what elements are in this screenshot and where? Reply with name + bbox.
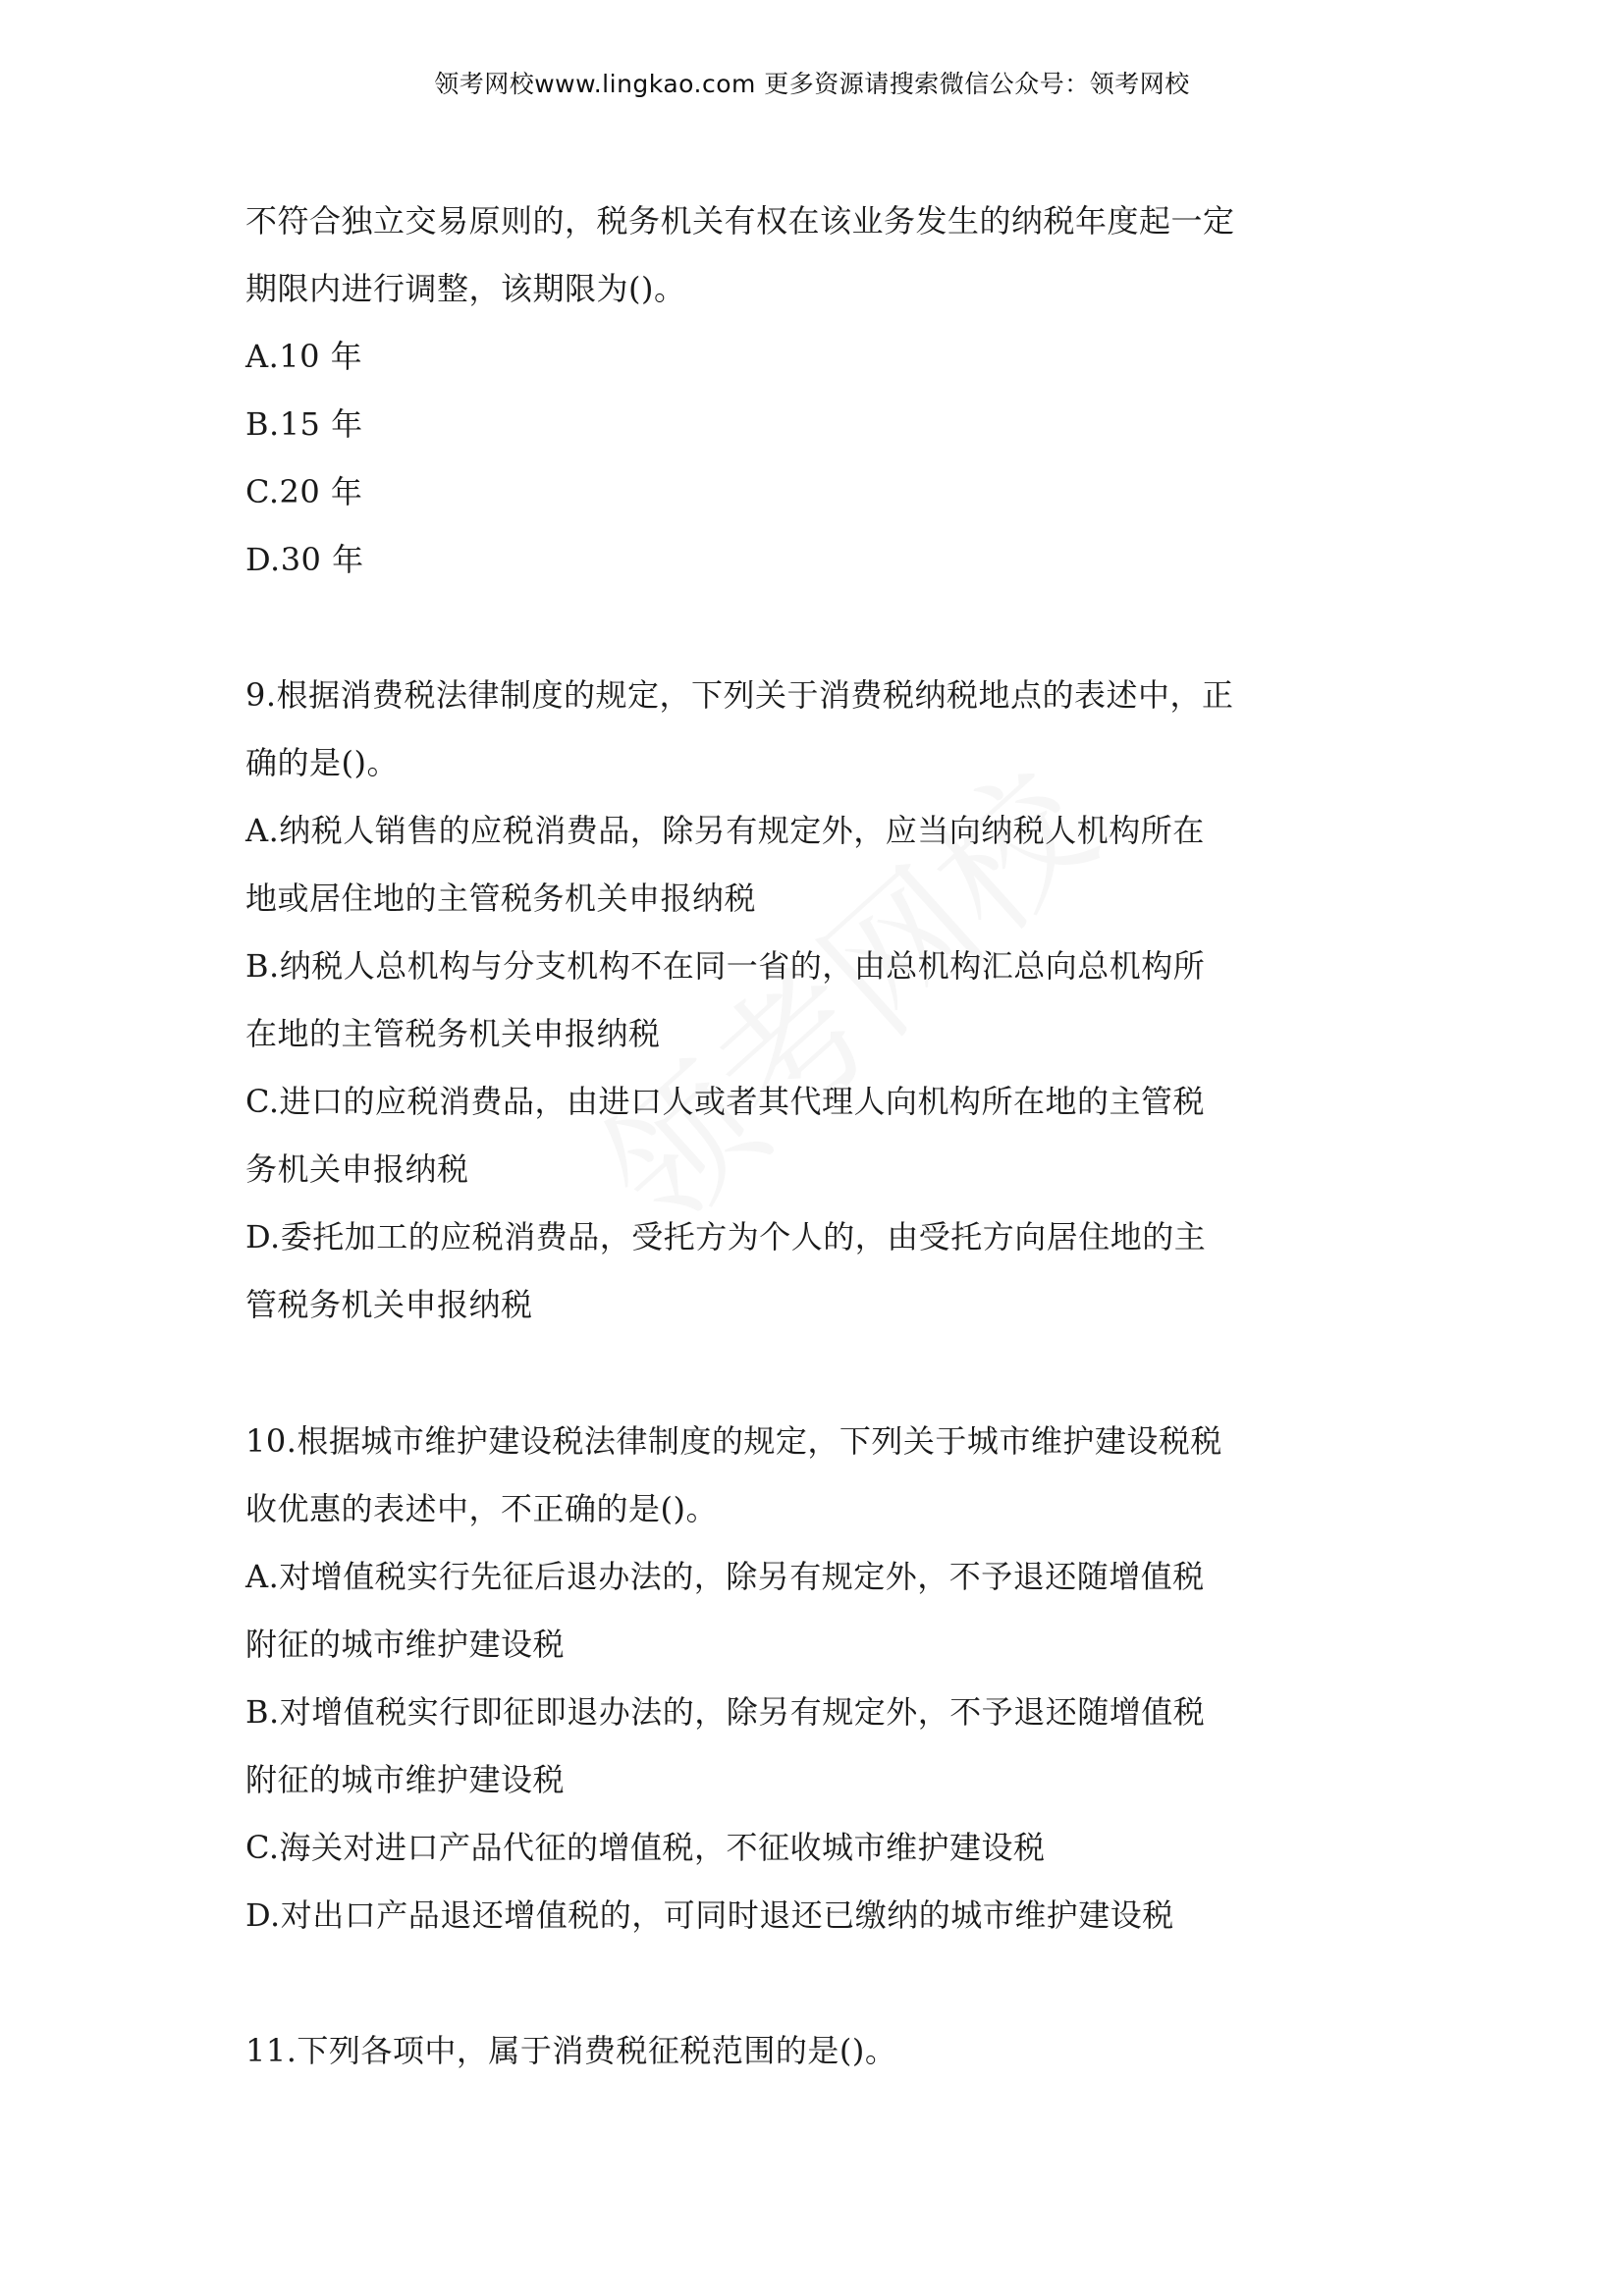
question-10-option-a-line-1: A.对增值税实行先征后退办法的，除另有规定外，不予退还随增值税 (245, 1558, 1205, 1595)
question-8-option-d: D.30 年 (245, 541, 364, 578)
question-9-option-c-line-2: 务机关申报纳税 (245, 1150, 469, 1188)
question-9-option-b-line-2: 在地的主管税务机关申报纳税 (245, 1015, 661, 1052)
question-10-option-b-line-2: 附征的城市维护建设税 (245, 1761, 566, 1798)
question-9-option-d-line-1: D.委托加工的应税消费品，受托方为个人的，由受托方向居住地的主 (245, 1218, 1207, 1255)
question-10-option-a-line-2: 附征的城市维护建设税 (245, 1626, 566, 1663)
question-8-option-a: A.10 年 (245, 338, 363, 375)
question-9-stem-line-1: 9.根据消费税法律制度的规定，下列关于消费税纳税地点的表述中，正 (245, 676, 1234, 714)
question-9-option-b-line-1: B.纳税人总机构与分支机构不在同一省的，由总机构汇总向总机构所 (245, 947, 1206, 985)
question-9-option-a-line-1: A.纳税人销售的应税消费品，除另有规定外，应当向纳税人机构所在 (245, 812, 1205, 849)
question-9-option-a-line-2: 地或居住地的主管税务机关申报纳税 (245, 880, 757, 917)
question-9-option-d-line-2: 管税务机关申报纳税 (245, 1286, 533, 1323)
question-8-stem-line-2: 期限内进行调整，该期限为()。 (245, 270, 686, 307)
question-8-stem-line-1: 不符合独立交易原则的，税务机关有权在该业务发生的纳税年度起一定 (245, 202, 1235, 240)
question-9-option-c-line-1: C.进口的应税消费品，由进口人或者其代理人向机构所在地的主管税 (245, 1083, 1206, 1120)
question-9-stem-line-2: 确的是()。 (245, 744, 399, 781)
question-11-stem: 11.下列各项中，属于消费税征税范围的是()。 (245, 2032, 897, 2069)
watermark (550, 716, 1129, 1267)
question-10-option-c: C.海关对进口产品代征的增值税，不征收城市维护建设税 (245, 1829, 1046, 1866)
question-10-option-b-line-1: B.对增值税实行即征即退办法的，除另有规定外，不予退还随增值税 (245, 1693, 1206, 1731)
question-10-stem-line-1: 10.根据城市维护建设税法律制度的规定，下列关于城市维护建设税税 (245, 1422, 1222, 1460)
question-10-stem-line-2: 收优惠的表述中，不正确的是()。 (245, 1490, 718, 1527)
question-10-option-d: D.对出口产品退还增值税的，可同时退还已缴纳的城市维护建设税 (245, 1896, 1174, 1934)
question-8-option-b: B.15 年 (245, 405, 363, 443)
page-header: 领考网校www.lingkao.com 更多资源请搜索微信公众号：领考网校 (434, 70, 1190, 98)
question-8-option-c: C.20 年 (245, 473, 363, 510)
